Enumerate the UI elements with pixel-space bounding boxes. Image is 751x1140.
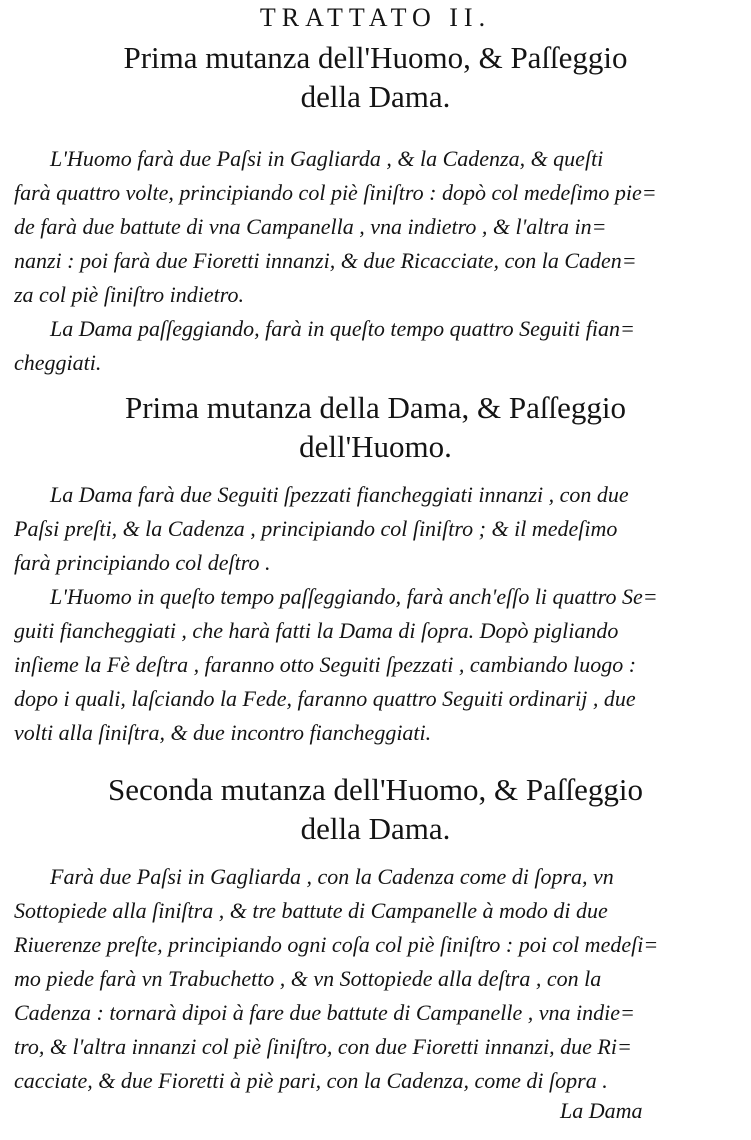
- text-line: Riuerenze preſte, principiando ogni coſa col piè ſiniſtro : poi col medeſi=: [14, 932, 659, 957]
- heading-line: dell'Huomo.: [299, 429, 452, 464]
- section-heading: [40, 770, 711, 848]
- text-line: tro, & l'altra innanzi col piè ſiniſtro, con due Fioretti innanzi, due Ri=: [14, 1034, 632, 1059]
- heading-line: Prima mutanza dell'Huomo, & Paſſeggio: [123, 40, 628, 75]
- text-line: farà quattro volte, principiando col piè ſiniſtro : dopò col medeſimo pie=: [14, 180, 657, 205]
- text-line: volti alla ſiniſtra, & due incontro fiancheggiati.: [14, 720, 432, 745]
- heading-line: Seconda mutanza dell'Huomo, & Paſſeggio: [107, 772, 644, 807]
- heading-line: della Dama.: [300, 79, 451, 114]
- text-line: mo piede farà vn Trabuchetto , & vn Sottopiede alla deſtra , con la: [14, 966, 602, 991]
- section-heading: [40, 388, 711, 466]
- paragraph: [14, 860, 729, 1098]
- text-line: cheggiati.: [14, 350, 102, 375]
- paragraph: [14, 478, 729, 580]
- text-line: La Dama farà due Seguiti ſpezzati fiancheggiati innanzi , con due: [50, 482, 629, 507]
- running-head: TRATTATO II.: [259, 3, 492, 32]
- text-line: Sottopiede alla ſiniſtra , & tre battute di Campanelle à modo di due: [14, 898, 608, 923]
- paragraph: [14, 142, 729, 312]
- text-line: cacciate, & due Fioretti à piè pari, con la Cadenza, come di ſopra .: [14, 1068, 608, 1093]
- text-line: Cadenza : tornarà dipoi à fare due battute di Campanelle , vna indie=: [14, 1000, 635, 1025]
- text-line: farà principiando col deſtro .: [14, 550, 271, 575]
- text-line: dopo i quali, laſciando la Fede, faranno quattro Seguiti ordinarij , due: [14, 686, 636, 711]
- text-line: za col piè ſiniſtro indietro.: [14, 282, 244, 307]
- heading-line: Prima mutanza della Dama, & Paſſeggio: [124, 390, 627, 425]
- text-line: de farà due battute di vna Campanella , vna indietro , & l'altra in=: [14, 214, 607, 239]
- text-line: inſieme la Fè deſtra , faranno otto Seguiti ſpezzati , cambiando luogo :: [14, 652, 637, 677]
- text-line: nanzi : poi farà due Fioretti innanzi, & due Ricacciate, con la Caden=: [14, 248, 637, 273]
- catchword: La Dama: [560, 1098, 643, 1123]
- heading-line: della Dama.: [300, 811, 451, 846]
- text-line: L'Huomo in queſto tempo paſſeggiando, farà anch'eſſo li quattro Se=: [50, 584, 658, 609]
- text-line: Paſsi preſti, & la Cadenza , principiando col ſiniſtro ; & il medeſimo: [14, 516, 618, 541]
- section-heading: [40, 38, 711, 116]
- text-line: guiti fiancheggiati , che harà fatti la Dama di ſopra. Dopò pigliando: [14, 618, 619, 643]
- text-line: La Dama paſſeggiando, farà in queſto tempo quattro Seguiti fian=: [50, 316, 635, 341]
- paragraph: [14, 580, 729, 750]
- text-line: Farà due Paſsi in Gagliarda , con la Cadenza come di ſopra, vn: [50, 864, 614, 889]
- text-line: L'Huomo farà due Paſsi in Gagliarda , & la Cadenza, & queſti: [50, 146, 604, 171]
- paragraph: [14, 312, 729, 380]
